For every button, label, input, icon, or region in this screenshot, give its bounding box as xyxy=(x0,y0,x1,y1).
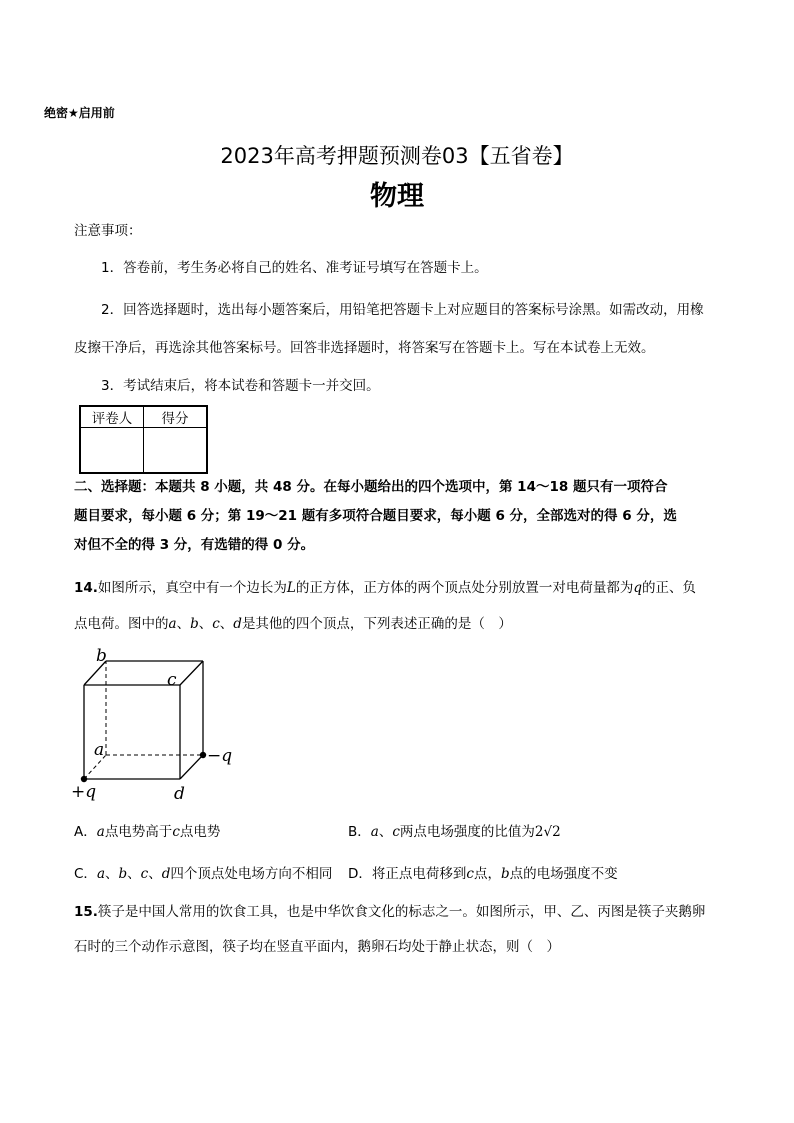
q15-line-2: 石时的三个动作示意图，筷子均在竖直平面内，鹅卵石均处于静止状态，则（ ） xyxy=(74,939,560,955)
exam-title: 2023年高考押题预测卷03【五省卷】 xyxy=(220,144,574,168)
notice-item-3: 3．考试结束后，将本试卷和答题卡一并交回。 xyxy=(101,378,380,394)
q14-var-L: L xyxy=(286,580,296,596)
q14-var-c: c xyxy=(466,866,474,882)
cube-edge xyxy=(180,755,203,779)
q14-var-c: c xyxy=(392,824,400,840)
q14-option-a[interactable] xyxy=(74,822,220,842)
option-letter: A． xyxy=(74,824,97,840)
section-2-line-1: 二、选择题：本题共 8 小题，共 48 分。在每小题给出的四个选项中，第 14～18 题只有一项符合 xyxy=(74,479,668,495)
q14-text: 如图所示，真空中有一个边长为 xyxy=(97,580,287,596)
separator: 、 xyxy=(176,616,191,632)
q14-var-a: a xyxy=(96,824,105,840)
q14-var-b: b xyxy=(500,866,510,882)
confidential-label: 绝密★启用前 xyxy=(44,106,115,120)
q14-var-c: c xyxy=(140,866,149,882)
q14-line-2 xyxy=(74,614,512,634)
q14-number: 14. xyxy=(74,580,98,596)
notice-heading: 注意事项： xyxy=(74,223,142,239)
q14-text: 是其他的四个顶点，下列表述正确的是（ ） xyxy=(241,616,512,632)
option-letter: D．将正点电荷移到 xyxy=(348,866,467,882)
separator: 、 xyxy=(105,866,119,882)
score-table-score-header: 得分 xyxy=(144,406,208,428)
vertex-label-b: b xyxy=(96,646,107,666)
vertex-label-d: d xyxy=(174,784,185,804)
option-text: 点电势 xyxy=(179,824,221,840)
vertex-label-c: c xyxy=(167,670,177,690)
option-text: 点， xyxy=(473,866,501,882)
q14-text: 的正方体，正方体的两个顶点处分别放置一对电荷量都为 xyxy=(295,580,634,596)
option-text: 点电势高于 xyxy=(104,824,173,840)
separator: 、 xyxy=(198,616,213,632)
cube-diagram xyxy=(66,645,236,807)
separator: 、 xyxy=(219,616,234,632)
option-text: 四个顶点处电场方向不相同 xyxy=(170,866,333,882)
option-text: 点的电场强度不变 xyxy=(509,866,618,882)
q14-text: 的正、负 xyxy=(642,580,697,596)
charge-label-negative: −q xyxy=(207,746,233,766)
subject-title: 物理 xyxy=(370,181,424,212)
q15-line-1 xyxy=(74,902,705,922)
q14-var-c: c xyxy=(212,616,220,632)
q15-text: 筷子是中国人常用的饮食工具，也是中华饮食文化的标志之一。如图所示，甲、乙、丙图是筷子夹鹅卵 xyxy=(97,904,706,920)
separator: 、 xyxy=(148,866,162,882)
q14-var-a: a xyxy=(370,824,379,840)
q14-var-a: a xyxy=(96,866,105,882)
charge-label-positive: +q xyxy=(71,782,97,802)
option-letter: C． xyxy=(74,866,97,882)
q14-option-b[interactable] xyxy=(348,822,561,842)
score-table xyxy=(79,405,208,474)
cube-edge xyxy=(180,661,203,685)
score-table-grader-header: 评卷人 xyxy=(80,406,144,428)
q14-var-q: q xyxy=(633,580,643,596)
notice-item-1: 1．答卷前，考生务必将自己的姓名、准考证号填写在答题卡上。 xyxy=(101,260,488,276)
q15-number: 15. xyxy=(74,904,98,920)
q14-var-d: d xyxy=(233,616,242,632)
option-text: 两点电场强度的比值为 xyxy=(399,824,535,840)
q14-option-d[interactable] xyxy=(348,864,618,884)
score-table-score-cell xyxy=(144,428,208,474)
q14-option-c[interactable] xyxy=(74,864,332,884)
score-table-grader-cell xyxy=(80,428,144,474)
separator: 、 xyxy=(378,824,393,840)
notice-item-2-line-1: 2．回答选择题时，选出每小题答案后，用铅笔把答题卡上对应题目的答案标号涂黑。如需改动，用橡 xyxy=(101,302,704,318)
section-2-line-3: 对但不全的得 3 分，有选错的得 0 分。 xyxy=(74,537,315,553)
q14-var-a: a xyxy=(168,616,177,632)
section-2-line-2: 题目要求，每小题 6 分；第 19～21 题有多项符合题目要求，每小题 6 分，全部选对的得 6 分，选 xyxy=(74,508,677,524)
vertex-label-a: a xyxy=(94,740,105,760)
q14-line-1 xyxy=(74,578,696,598)
option-letter: B． xyxy=(348,824,371,840)
q14-var-b: b xyxy=(118,866,128,882)
separator: 、 xyxy=(127,866,141,882)
q14-var-d: d xyxy=(161,866,171,882)
notice-item-2-line-2: 皮擦干净后，再选涂其他答案标号。回答非选择题时，将答案写在答题卡上。写在本试卷上无效。 xyxy=(74,340,655,356)
option-value: 2√2 xyxy=(534,824,561,840)
q14-var-c: c xyxy=(172,824,180,840)
q14-text: 点电荷。图中的 xyxy=(74,616,169,632)
negative-charge-dot xyxy=(200,752,206,758)
q14-var-b: b xyxy=(190,616,199,632)
